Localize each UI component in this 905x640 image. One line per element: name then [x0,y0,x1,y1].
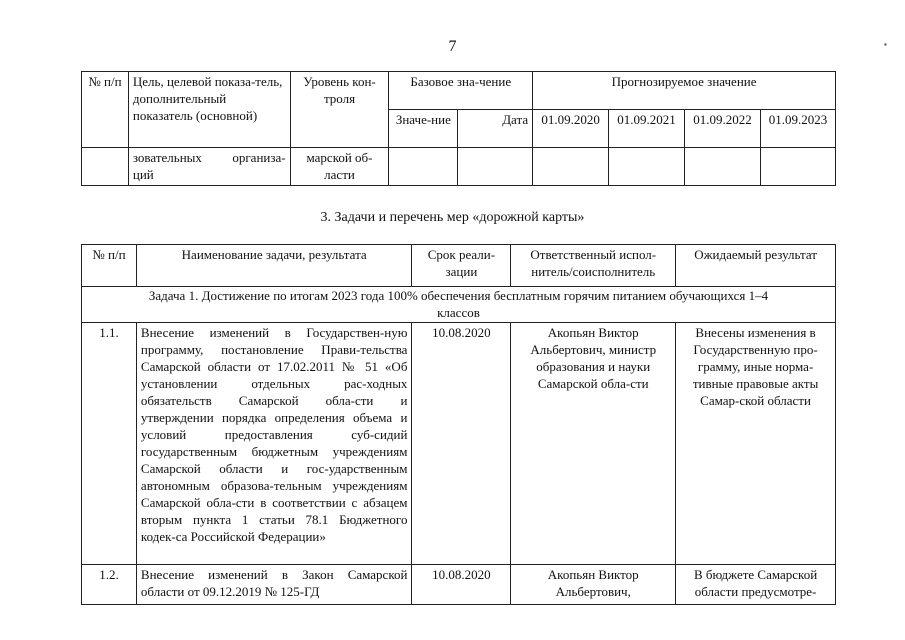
row-2021 [609,148,685,186]
header-name: Наименование задачи, результата [136,245,412,287]
header-year-2020: 01.09.2020 [533,110,609,148]
header-result: Ожидаемый результат [676,245,836,287]
header-resp: Ответственный испол-нитель/соисполнитель [511,245,676,287]
header-base: Базовое зна-чение [389,72,533,110]
section-title: 3. Задачи и перечень мер «дорожной карты» [320,210,585,225]
row-goal-line2: ций [132,167,154,182]
header-base-date: Дата [458,110,533,148]
row-2023 [760,148,835,186]
header-year-2021: 01.09.2021 [609,110,685,148]
row-1-1-name: Внесение изменений в Государствен-ную программу, постановление Прави-тельства Самарской области от 17.02.2011 № 51 «Об установлении отдельных рас-ходных обязательств Самарской обла-сти и утверждении порядка определения объема и условий предоставления суб-сидий государственным бюджетным учреждениям Самарской области и гос-ударственным автономным образова-тельным учреждениям Самарской обла-сти в соответствии с абзацем вторым пункта 1 статьи 78.1 Бюджетного кодек-са Российской Федерации» [136,323,412,565]
row-1-2-name: Внесение изменений в Закон Самарской области от 09.12.2019 № 125-ГД [136,565,412,605]
indicators-table [81,71,836,186]
row-1-1-resp: Акопьян Виктор Альбертович, министр образования и науки Самарской обла-сти [511,323,676,565]
row-1-1-term: 10.08.2020 [412,323,511,565]
row-1-1-result: Внесены изменения в Государственную про-грамму, иные норма-тивные правовые акты Самар-ской области [676,323,836,565]
row-goal-line1: зовательных организа- [132,150,286,165]
row-base-value [389,148,458,186]
header-base-value: Значе-ние [389,110,458,148]
header-num: № п/п [82,72,129,148]
row-2020 [533,148,609,186]
roadmap-table [81,244,836,605]
row-1-2-term: 10.08.2020 [412,565,511,605]
header-year-2022: 01.09.2022 [685,110,761,148]
row-1-1-num: 1.1. [82,323,137,565]
header-forecast: Прогнозируемое значение [533,72,836,110]
row-1-2-result: В бюджете Самарской области предусмотре- [676,565,836,605]
row-1-2-resp: Акопьян Виктор Альбертович, [511,565,676,605]
row-goal [128,148,290,186]
row-num [82,148,129,186]
header-num: № п/п [82,245,137,287]
row-2022 [685,148,761,186]
header-goal: Цель, целевой показа-тель, дополнительный показатель (основной) [128,72,290,148]
page-number: 7 [448,38,457,55]
header-year-2023: 01.09.2023 [760,110,835,148]
row-control: марской об-ласти [290,148,389,186]
task-row: Задача 1. Достижение по итогам 2023 года 100% обеспечения бесплатным горячим питанием обучающихся 1–4 классов [82,287,836,323]
scan-mark: ▪ [884,40,887,49]
header-control: Уровень кон-троля [290,72,389,148]
row-base-date [458,148,533,186]
row-1-2-num: 1.2. [82,565,137,605]
header-term: Срок реали-зации [412,245,511,287]
